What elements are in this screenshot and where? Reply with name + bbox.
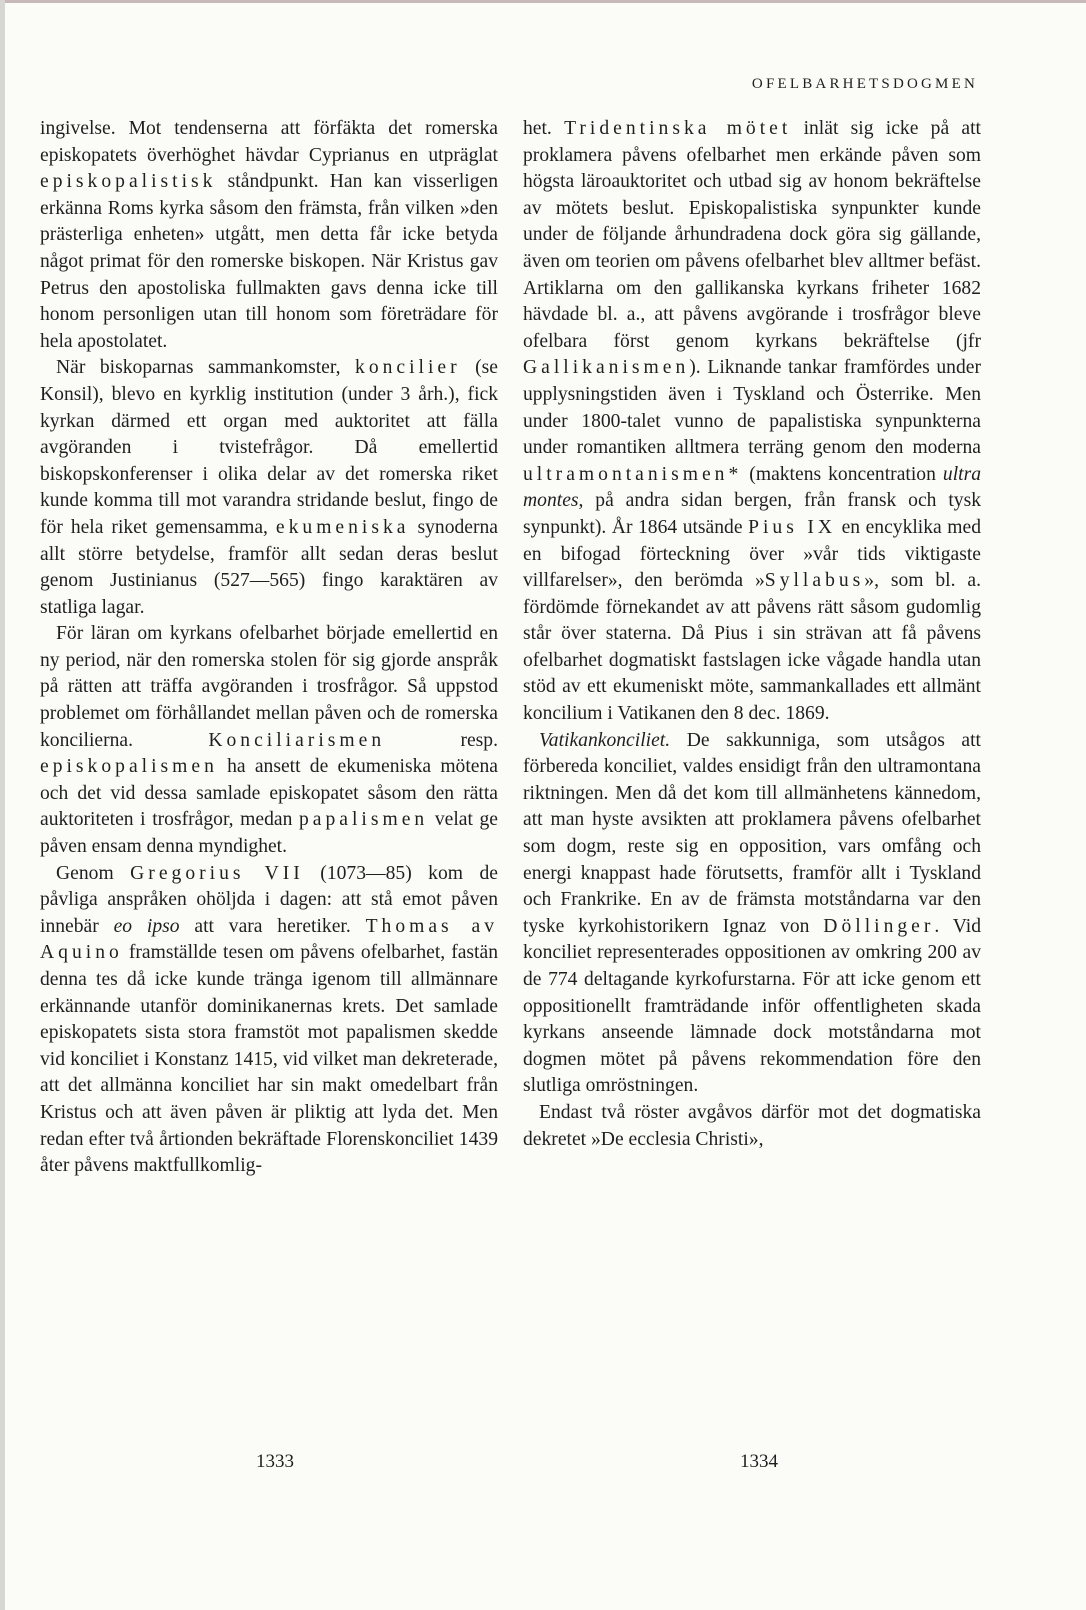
- paragraph-right-1: het. Tridentinska mötet inlät sig icke på att proklamera påvens ofelbarhet men erkände påven som högsta läroauktoritet och utbad sig av honom bekräftelse av mötets beslut. Episkopalistiska synpunkter kunde under de följande århundradena dock göra sig gällande, även om teorien om påvens ofelbarhet blev alltmer befäst. Artiklarna om den gallikanska kyrkans friheter 1682 hävdade bl. a., att påvens avgörande i trosfrågor bleve ofelbara först genom kyrkans bekräftelse (jfr Gallikanismen). Liknande tankar framfördes under upplysningstiden även i Tyskland och Österrike. Men under 1800-talet vunno de papalistiska synpunkterna under romantiken alltmera terräng genom den moderna ultramontanismen* (maktens koncentration ultra montes, på andra sidan bergen, från fransk och tysk synpunkt). År 1864 utsände Pius IX en encyklika med en bifogad förteckning över »vår tids viktigaste villfarelser», den berömda »Syllabus», som bl. a. fördömde förnekandet av att påvens rätt såsom gudomlig står över staterna. Då Pius i sin strävan att få påvens ofelbarhet dogmatiskt fastslagen icke vågade handla utan stöd av ett ekumeniskt möte, sammankallades ett allmänt koncilium i Vatikanen den 8 dec. 1869.: [523, 118, 981, 725]
- running-head: OFELBARHETSDOGMEN: [751, 76, 978, 92]
- paragraph-right-2: Vatikankonciliet. De sakkunniga, som utsågos att förbereda konciliet, valdes ensidigt från den ultramontana riktningen. Men då det kom till allmänhetens kännedom, att man hyste avsikten att proklamera påvens ofelbarhet som dogm, reste sig en opposition, vars omfång och energi knappast hade förutsetts, framför allt i Tyskland och Frankrike. En av de främsta motståndarna var den tyske kyrkohistorikern Ignaz von Döllinger. Vid konciliet representerades oppositionen av omkring 200 av de 774 deltagande kyrkofurstarna. För att icke genom ett oppositionellt framträdande inför offentligheten skada kyrkans anseende lämnade dock motståndarna mot dogmen mötet på påvens rekommendation före den slutliga omröstningen.: [523, 729, 982, 1097]
- page-edge-top: [0, 0, 1086, 3]
- paragraph-left-1: ingivelse. Mot tendenserna att förfäkta det romerska episkopatets överhöghet hävdar Cyprianus en utpräglat episkopalistisk ståndpunkt. Han kan visserligen erkänna Roms kyrka såsom den främsta, från vilken »den prästerliga enheten» utgått, men detta får icke betyda något primat för den romerske biskopen. När Kristus gav Petrus den apostoliska fullmakten gavs denna icke till honom personligen utan till honom som företrädare för hela apostolatet.: [40, 118, 498, 352]
- left-column: [40, 116, 498, 1180]
- paragraph-left-2: När biskoparnas sammankomster, koncilier (se Konsil), blevo en kyrklig institution (under 3 årh.), fick kyrkan därmed ett organ med auktoritet att fälla avgöranden i tvistefrågor. Då emellertid biskopskonferenser i olika delar av det romerska riket kunde komma till mot varandra stridande beslut, fingo de för hela riket gemensamma, ekumeniska synoderna allt större betydelse, framför allt sedan deras beslut genom Justinianus (527—565) fingo karaktären av statliga lagar.: [40, 357, 499, 618]
- paragraph-right-3: Endast två röster avgåvos därför mot det dogmatiska dekretet »De ecclesia Christi»,: [523, 1101, 981, 1150]
- right-column: [523, 116, 981, 1153]
- page-edge-left: [0, 0, 5, 1610]
- paragraph-left-4: Genom Gregorius VII (1073—85) kom de påvliga anspråken ohöljda i dagen: att stå emot påven innebär eo ipso att vara heretiker. Thomas av Aquino framställde tesen om påvens ofelbarhet, fastän denna tes då icke kunde tränga igenom till allmännare erkännande utanför dominikanernas krets. Det samlade episkopatets sista stora framstöt mot papalismen skedde vid konciliet i Konstanz 1415, vid vilket man dekreterade, att det allmänna konciliet har sin makt omedelbart från Kristus och att även påven är pliktig att lyda det. Men redan efter två årtionden bekräftade Florenskonciliet 1439 åter påvens maktfullkomlig-: [40, 862, 498, 1177]
- section-heading-vatikankonciliet: Vatikankonciliet.: [539, 729, 671, 751]
- page-number-right: 1334: [740, 1451, 778, 1472]
- paragraph-left-3: För läran om kyrkans ofelbarhet började emellertid en ny period, när den romerska stolen för sig gjorde anspråk på rätten att träffa avgöranden i trosfrågor. Så uppstod problemet om förhållandet mellan påven och de romerska koncilierna. Konciliarismen resp. episkopalismen ha ansett de ekumeniska mötena och det vid dessa samlade episkopatet såsom den rätta auktoriteten i trosfrågor, medan papalismen velat ge påven ensam denna myndighet.: [40, 623, 498, 858]
- page-number-left: 1333: [256, 1451, 294, 1472]
